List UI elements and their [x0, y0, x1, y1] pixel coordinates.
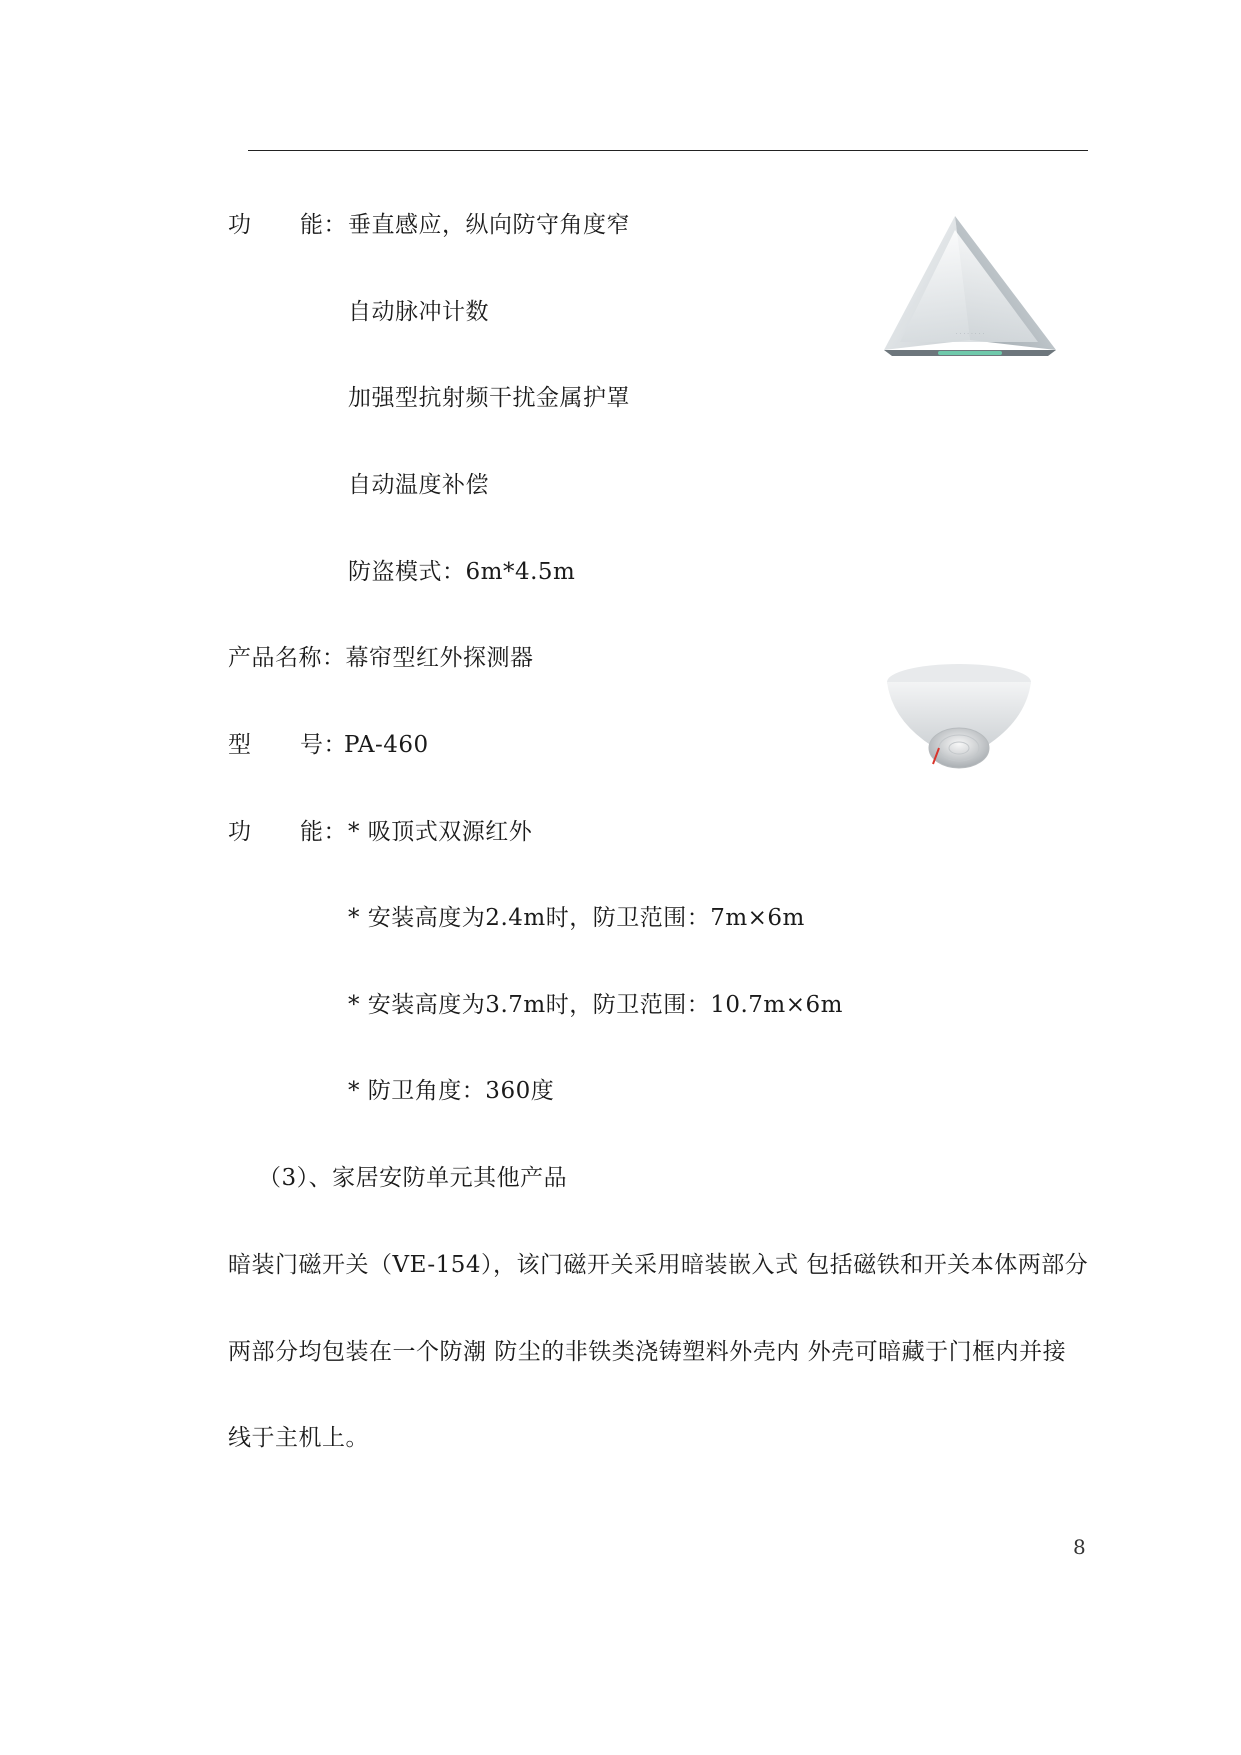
- func2-value: * 吸顶式双源红外: [348, 819, 533, 845]
- func2-label-a: 功: [228, 819, 252, 845]
- svg-text:· · · · · · · ·: · · · · · · · ·: [955, 331, 985, 338]
- func1-item-2: 自动脉冲计数: [348, 299, 489, 325]
- func2-label-b: 能：: [300, 819, 347, 845]
- func1-item-4: 自动温度补偿: [348, 472, 489, 498]
- triangle-detector-image: [880, 212, 1060, 362]
- func2-item-2: * 安装高度为2.4m时，防卫范围：7m×6m: [348, 905, 805, 931]
- product-name: 产品名称：幕帘型红外探测器: [228, 645, 534, 671]
- paragraph-line-1: 暗装门磁开关（VE-154），该门磁开关采用暗装嵌入式 包括磁铁和开关本体两部分: [228, 1252, 1089, 1278]
- model-value: PA-460: [344, 732, 429, 758]
- func1-item-5: 防盗模式：6m*4.5m: [348, 559, 576, 585]
- func2-item-3: * 安装高度为3.7m时，防卫范围：10.7m×6m: [348, 992, 843, 1018]
- ceiling-detector-image: [884, 660, 1034, 780]
- func2-row: [228, 817, 728, 847]
- paragraph-line-3: 线于主机上。: [228, 1425, 369, 1451]
- func1-label-a: 功: [228, 212, 252, 238]
- func1-row: [228, 210, 728, 240]
- section-heading: （3）、家居安防单元其他产品: [258, 1165, 568, 1191]
- model-label-a: 型: [228, 732, 252, 758]
- model-row: [228, 730, 628, 760]
- header-rule: [248, 150, 1088, 151]
- page-number: 8: [1073, 1535, 1086, 1559]
- func2-item-4: * 防卫角度：360度: [348, 1078, 555, 1104]
- func1-value: 垂直感应，纵向防守角度窄: [348, 212, 630, 238]
- func1-item-3: 加强型抗射频干扰金属护罩: [348, 385, 630, 411]
- paragraph-line-2: 两部分均包装在一个防潮 防尘的非铁类浇铸塑料外壳内 外壳可暗藏于门框内并接: [228, 1339, 1067, 1365]
- func1-label-b: 能：: [300, 212, 347, 238]
- model-label-b: 号：: [300, 732, 347, 758]
